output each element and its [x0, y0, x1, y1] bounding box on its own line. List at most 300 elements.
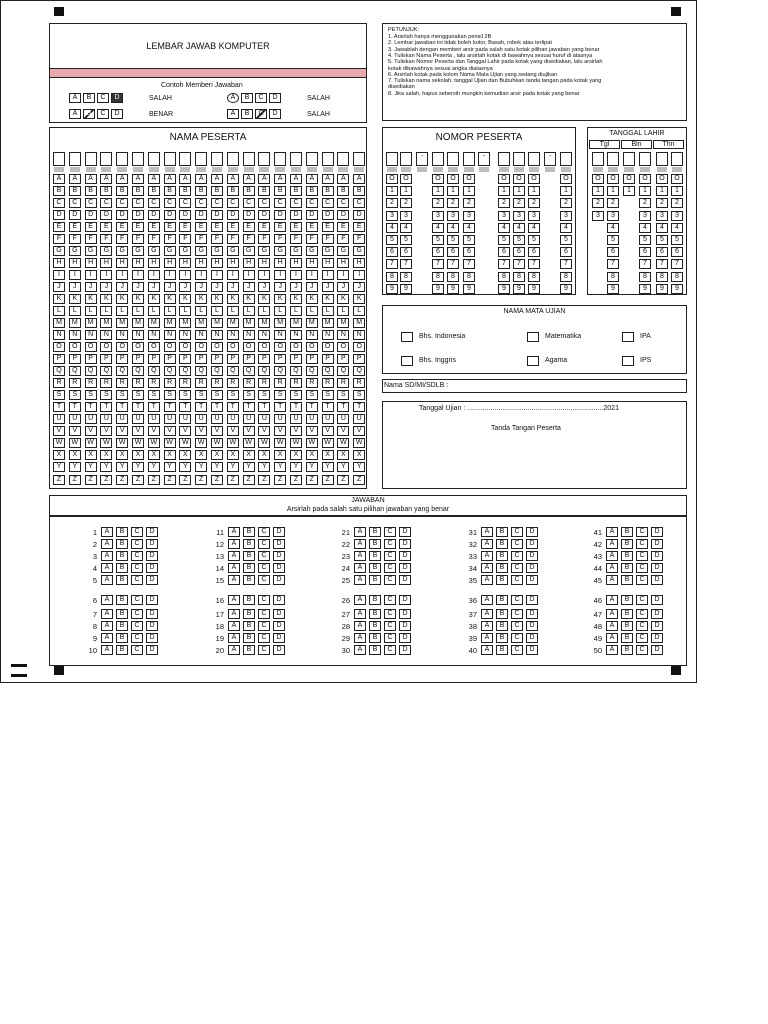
- nomor-bubble[interactable]: O: [498, 174, 510, 184]
- name-bubble-p[interactable]: P: [116, 354, 128, 364]
- name-bubble-p[interactable]: P: [85, 354, 97, 364]
- name-bubble-n[interactable]: N: [353, 330, 365, 340]
- name-bubble-p[interactable]: P: [148, 354, 160, 364]
- name-bubble-t[interactable]: T: [290, 402, 302, 412]
- name-bubble-k[interactable]: K: [337, 294, 349, 304]
- answer-bubble-d[interactable]: D: [273, 539, 285, 549]
- name-bubble-j[interactable]: J: [353, 282, 365, 292]
- tanggal-bubble[interactable]: 3: [671, 211, 683, 221]
- name-bubble-g[interactable]: G: [243, 246, 255, 256]
- nomor-bubble[interactable]: 7: [447, 259, 459, 269]
- name-letter-box[interactable]: [322, 152, 334, 166]
- name-bubble-c[interactable]: C: [227, 198, 239, 208]
- answer-bubble-b[interactable]: B: [243, 551, 255, 561]
- answer-bubble-c[interactable]: C: [511, 609, 523, 619]
- answer-bubble-c[interactable]: C: [258, 527, 270, 537]
- nomor-bubble[interactable]: O: [513, 174, 525, 184]
- name-bubble-h[interactable]: H: [179, 258, 191, 268]
- answer-bubble-a[interactable]: A: [606, 527, 618, 537]
- name-bubble-u[interactable]: U: [116, 414, 128, 424]
- nomor-bubble[interactable]: 2: [498, 198, 510, 208]
- tanggal-bubble[interactable]: 1: [656, 186, 668, 196]
- answer-bubble-d[interactable]: D: [651, 551, 663, 561]
- answer-bubble-b[interactable]: B: [243, 595, 255, 605]
- name-bubble-l[interactable]: L: [274, 306, 286, 316]
- name-bubble-i[interactable]: I: [195, 270, 207, 280]
- answer-bubble-d[interactable]: D: [526, 645, 538, 655]
- name-bubble-m[interactable]: M: [353, 318, 365, 328]
- name-bubble-w[interactable]: W: [85, 438, 97, 448]
- name-bubble-k[interactable]: K: [164, 294, 176, 304]
- name-bubble-g[interactable]: G: [274, 246, 286, 256]
- name-bubble-u[interactable]: U: [195, 414, 207, 424]
- answer-bubble-c[interactable]: C: [384, 551, 396, 561]
- answer-bubble-c[interactable]: C: [384, 539, 396, 549]
- name-bubble-q[interactable]: Q: [164, 366, 176, 376]
- answer-bubble-a[interactable]: A: [354, 633, 366, 643]
- answer-bubble-b[interactable]: B: [496, 595, 508, 605]
- name-bubble-q[interactable]: Q: [306, 366, 318, 376]
- subject-checkbox[interactable]: [401, 356, 413, 366]
- name-bubble-e[interactable]: E: [243, 222, 255, 232]
- name-bubble-t[interactable]: T: [274, 402, 286, 412]
- name-bubble-a[interactable]: A: [306, 174, 318, 184]
- name-bubble-h[interactable]: H: [132, 258, 144, 268]
- name-bubble-t[interactable]: T: [116, 402, 128, 412]
- answer-bubble-b[interactable]: B: [369, 633, 381, 643]
- name-bubble-k[interactable]: K: [132, 294, 144, 304]
- answer-bubble-c[interactable]: C: [258, 575, 270, 585]
- nomor-bubble[interactable]: 6: [386, 247, 398, 257]
- name-bubble-f[interactable]: F: [132, 234, 144, 244]
- name-bubble-r[interactable]: R: [69, 378, 81, 388]
- name-bubble-j[interactable]: J: [322, 282, 334, 292]
- name-bubble-s[interactable]: S: [100, 390, 112, 400]
- answer-bubble-d[interactable]: D: [399, 539, 411, 549]
- name-bubble-h[interactable]: H: [353, 258, 365, 268]
- answer-bubble-b[interactable]: B: [116, 563, 128, 573]
- name-bubble-f[interactable]: F: [306, 234, 318, 244]
- name-bubble-h[interactable]: H: [243, 258, 255, 268]
- answer-bubble-b[interactable]: B: [116, 633, 128, 643]
- name-bubble-s[interactable]: S: [290, 390, 302, 400]
- name-bubble-a[interactable]: A: [322, 174, 334, 184]
- name-bubble-j[interactable]: J: [306, 282, 318, 292]
- name-bubble-p[interactable]: P: [211, 354, 223, 364]
- name-letter-box[interactable]: [69, 152, 81, 166]
- name-bubble-e[interactable]: E: [85, 222, 97, 232]
- name-bubble-q[interactable]: Q: [85, 366, 97, 376]
- answer-bubble-c[interactable]: C: [258, 621, 270, 631]
- name-bubble-g[interactable]: G: [195, 246, 207, 256]
- name-bubble-c[interactable]: C: [100, 198, 112, 208]
- name-bubble-t[interactable]: T: [306, 402, 318, 412]
- name-bubble-d[interactable]: D: [274, 210, 286, 220]
- name-bubble-i[interactable]: I: [148, 270, 160, 280]
- name-bubble-i[interactable]: I: [116, 270, 128, 280]
- name-bubble-a[interactable]: A: [211, 174, 223, 184]
- name-bubble-k[interactable]: K: [53, 294, 65, 304]
- name-bubble-d[interactable]: D: [227, 210, 239, 220]
- name-bubble-g[interactable]: G: [306, 246, 318, 256]
- nomor-bubble[interactable]: 8: [560, 272, 572, 282]
- nomor-bubble[interactable]: 6: [400, 247, 412, 257]
- answer-bubble-d[interactable]: D: [651, 595, 663, 605]
- answer-bubble-a[interactable]: A: [606, 539, 618, 549]
- name-bubble-h[interactable]: H: [227, 258, 239, 268]
- name-bubble-a[interactable]: A: [195, 174, 207, 184]
- name-bubble-g[interactable]: G: [148, 246, 160, 256]
- tanggal-bubble[interactable]: 8: [656, 272, 668, 282]
- name-bubble-u[interactable]: U: [306, 414, 318, 424]
- name-bubble-s[interactable]: S: [53, 390, 65, 400]
- subject-checkbox[interactable]: [527, 356, 539, 366]
- answer-bubble-d[interactable]: D: [651, 609, 663, 619]
- answer-bubble-d[interactable]: D: [146, 633, 158, 643]
- name-bubble-j[interactable]: J: [179, 282, 191, 292]
- nomor-bubble[interactable]: 6: [528, 247, 540, 257]
- tanggal-bubble[interactable]: 8: [639, 272, 651, 282]
- answer-bubble-a[interactable]: A: [101, 551, 113, 561]
- nomor-bubble[interactable]: 4: [498, 223, 510, 233]
- answer-bubble-b[interactable]: B: [369, 621, 381, 631]
- nomor-bubble[interactable]: 8: [386, 272, 398, 282]
- name-bubble-b[interactable]: B: [290, 186, 302, 196]
- answer-bubble-d[interactable]: D: [651, 527, 663, 537]
- name-bubble-p[interactable]: P: [164, 354, 176, 364]
- name-bubble-f[interactable]: F: [100, 234, 112, 244]
- name-bubble-s[interactable]: S: [85, 390, 97, 400]
- tanggal-bubble[interactable]: 3: [656, 211, 668, 221]
- answer-bubble-d[interactable]: D: [399, 609, 411, 619]
- name-bubble-o[interactable]: O: [290, 342, 302, 352]
- answer-bubble-d[interactable]: D: [526, 551, 538, 561]
- name-bubble-g[interactable]: G: [85, 246, 97, 256]
- name-bubble-j[interactable]: J: [211, 282, 223, 292]
- name-bubble-b[interactable]: B: [100, 186, 112, 196]
- nomor-bubble[interactable]: 6: [463, 247, 475, 257]
- tanggal-bubble[interactable]: 7: [607, 259, 619, 269]
- name-bubble-g[interactable]: G: [69, 246, 81, 256]
- name-bubble-g[interactable]: G: [53, 246, 65, 256]
- answer-bubble-a[interactable]: A: [481, 633, 493, 643]
- answer-bubble-b[interactable]: B: [621, 633, 633, 643]
- name-bubble-u[interactable]: U: [100, 414, 112, 424]
- subject-checkbox[interactable]: [622, 356, 634, 366]
- name-bubble-y[interactable]: Y: [53, 462, 65, 472]
- nomor-bubble[interactable]: 6: [498, 247, 510, 257]
- name-bubble-v[interactable]: V: [100, 426, 112, 436]
- name-bubble-l[interactable]: L: [322, 306, 334, 316]
- nomor-digit-box[interactable]: -: [478, 152, 490, 166]
- name-bubble-m[interactable]: M: [132, 318, 144, 328]
- name-bubble-a[interactable]: A: [132, 174, 144, 184]
- answer-bubble-c[interactable]: C: [131, 539, 143, 549]
- answer-bubble-d[interactable]: D: [146, 563, 158, 573]
- name-bubble-u[interactable]: U: [243, 414, 255, 424]
- nomor-bubble[interactable]: O: [386, 174, 398, 184]
- name-bubble-j[interactable]: J: [53, 282, 65, 292]
- tanggal-bubble[interactable]: 4: [639, 223, 651, 233]
- name-bubble-b[interactable]: B: [353, 186, 365, 196]
- name-bubble-d[interactable]: D: [53, 210, 65, 220]
- name-bubble-o[interactable]: O: [195, 342, 207, 352]
- answer-bubble-a[interactable]: A: [101, 633, 113, 643]
- name-bubble-s[interactable]: S: [179, 390, 191, 400]
- tanggal-bubble[interactable]: O: [639, 174, 651, 184]
- name-bubble-c[interactable]: C: [306, 198, 318, 208]
- name-bubble-n[interactable]: N: [274, 330, 286, 340]
- answer-bubble-d[interactable]: D: [273, 645, 285, 655]
- name-bubble-a[interactable]: A: [69, 174, 81, 184]
- name-bubble-z[interactable]: Z: [116, 475, 128, 485]
- answer-bubble-c[interactable]: C: [131, 551, 143, 561]
- name-bubble-x[interactable]: X: [337, 450, 349, 460]
- name-bubble-k[interactable]: K: [290, 294, 302, 304]
- name-bubble-q[interactable]: Q: [322, 366, 334, 376]
- name-bubble-z[interactable]: Z: [274, 475, 286, 485]
- nomor-bubble[interactable]: 8: [528, 272, 540, 282]
- name-bubble-b[interactable]: B: [195, 186, 207, 196]
- answer-bubble-a[interactable]: A: [481, 609, 493, 619]
- answer-bubble-b[interactable]: B: [116, 645, 128, 655]
- name-bubble-t[interactable]: T: [353, 402, 365, 412]
- answer-bubble-c[interactable]: C: [636, 551, 648, 561]
- name-bubble-r[interactable]: R: [100, 378, 112, 388]
- name-bubble-k[interactable]: K: [148, 294, 160, 304]
- answer-bubble-a[interactable]: A: [101, 563, 113, 573]
- name-bubble-w[interactable]: W: [353, 438, 365, 448]
- name-letter-box[interactable]: [132, 152, 144, 166]
- name-bubble-f[interactable]: F: [337, 234, 349, 244]
- nomor-bubble[interactable]: 2: [432, 198, 444, 208]
- name-bubble-p[interactable]: P: [100, 354, 112, 364]
- name-bubble-r[interactable]: R: [195, 378, 207, 388]
- name-bubble-g[interactable]: G: [179, 246, 191, 256]
- answer-bubble-d[interactable]: D: [526, 539, 538, 549]
- name-bubble-j[interactable]: J: [227, 282, 239, 292]
- answer-bubble-b[interactable]: B: [621, 595, 633, 605]
- answer-bubble-b[interactable]: B: [621, 551, 633, 561]
- name-bubble-x[interactable]: X: [85, 450, 97, 460]
- name-bubble-x[interactable]: X: [243, 450, 255, 460]
- name-bubble-u[interactable]: U: [337, 414, 349, 424]
- name-bubble-l[interactable]: L: [148, 306, 160, 316]
- name-bubble-e[interactable]: E: [306, 222, 318, 232]
- name-bubble-l[interactable]: L: [290, 306, 302, 316]
- name-bubble-c[interactable]: C: [69, 198, 81, 208]
- nomor-bubble[interactable]: 7: [463, 259, 475, 269]
- answer-bubble-a[interactable]: A: [354, 621, 366, 631]
- nomor-bubble[interactable]: 5: [447, 235, 459, 245]
- name-bubble-p[interactable]: P: [179, 354, 191, 364]
- answer-bubble-c[interactable]: C: [511, 563, 523, 573]
- name-bubble-d[interactable]: D: [306, 210, 318, 220]
- name-bubble-q[interactable]: Q: [148, 366, 160, 376]
- name-bubble-t[interactable]: T: [195, 402, 207, 412]
- nomor-bubble[interactable]: 9: [463, 284, 475, 294]
- tanggal-bubble[interactable]: 5: [656, 235, 668, 245]
- name-bubble-a[interactable]: A: [274, 174, 286, 184]
- name-bubble-n[interactable]: N: [337, 330, 349, 340]
- tanggal-bubble[interactable]: 9: [607, 284, 619, 294]
- answer-bubble-a[interactable]: A: [481, 551, 493, 561]
- name-bubble-t[interactable]: T: [211, 402, 223, 412]
- name-bubble-q[interactable]: Q: [227, 366, 239, 376]
- name-bubble-p[interactable]: P: [353, 354, 365, 364]
- name-bubble-n[interactable]: N: [179, 330, 191, 340]
- name-bubble-u[interactable]: U: [148, 414, 160, 424]
- name-bubble-t[interactable]: T: [337, 402, 349, 412]
- name-bubble-f[interactable]: F: [179, 234, 191, 244]
- nomor-bubble[interactable]: 1: [432, 186, 444, 196]
- name-bubble-c[interactable]: C: [337, 198, 349, 208]
- answer-bubble-b[interactable]: B: [369, 527, 381, 537]
- name-bubble-n[interactable]: N: [227, 330, 239, 340]
- name-bubble-f[interactable]: F: [195, 234, 207, 244]
- name-bubble-k[interactable]: K: [306, 294, 318, 304]
- name-bubble-u[interactable]: U: [132, 414, 144, 424]
- name-bubble-i[interactable]: I: [306, 270, 318, 280]
- name-bubble-c[interactable]: C: [148, 198, 160, 208]
- name-bubble-t[interactable]: T: [132, 402, 144, 412]
- answer-bubble-c[interactable]: C: [511, 645, 523, 655]
- name-letter-box[interactable]: [274, 152, 286, 166]
- name-bubble-z[interactable]: Z: [306, 475, 318, 485]
- answer-bubble-a[interactable]: A: [606, 551, 618, 561]
- name-bubble-t[interactable]: T: [243, 402, 255, 412]
- name-bubble-r[interactable]: R: [227, 378, 239, 388]
- answer-bubble-d[interactable]: D: [399, 575, 411, 585]
- answer-bubble-d[interactable]: D: [399, 563, 411, 573]
- name-bubble-j[interactable]: J: [258, 282, 270, 292]
- name-bubble-v[interactable]: V: [179, 426, 191, 436]
- name-bubble-m[interactable]: M: [322, 318, 334, 328]
- answer-bubble-d[interactable]: D: [526, 609, 538, 619]
- answer-bubble-d[interactable]: D: [146, 551, 158, 561]
- tanggal-bubble[interactable]: 1: [592, 186, 604, 196]
- answer-bubble-a[interactable]: A: [228, 551, 240, 561]
- answer-bubble-d[interactable]: D: [146, 645, 158, 655]
- answer-bubble-a[interactable]: A: [228, 645, 240, 655]
- name-bubble-x[interactable]: X: [353, 450, 365, 460]
- name-bubble-l[interactable]: L: [85, 306, 97, 316]
- nomor-bubble[interactable]: 7: [528, 259, 540, 269]
- answer-bubble-c[interactable]: C: [384, 609, 396, 619]
- name-bubble-y[interactable]: Y: [148, 462, 160, 472]
- name-bubble-i[interactable]: I: [132, 270, 144, 280]
- name-letter-box[interactable]: [353, 152, 365, 166]
- nomor-bubble[interactable]: 8: [498, 272, 510, 282]
- name-bubble-u[interactable]: U: [274, 414, 286, 424]
- nomor-bubble[interactable]: 6: [447, 247, 459, 257]
- answer-bubble-a[interactable]: A: [228, 563, 240, 573]
- name-bubble-n[interactable]: N: [69, 330, 81, 340]
- name-bubble-g[interactable]: G: [116, 246, 128, 256]
- tanggal-bubble[interactable]: 8: [607, 272, 619, 282]
- nomor-bubble[interactable]: 3: [528, 211, 540, 221]
- name-bubble-g[interactable]: G: [337, 246, 349, 256]
- name-bubble-g[interactable]: G: [132, 246, 144, 256]
- name-bubble-v[interactable]: V: [53, 426, 65, 436]
- name-bubble-y[interactable]: Y: [306, 462, 318, 472]
- answer-bubble-d[interactable]: D: [146, 621, 158, 631]
- name-bubble-b[interactable]: B: [258, 186, 270, 196]
- name-bubble-k[interactable]: K: [100, 294, 112, 304]
- name-bubble-g[interactable]: G: [100, 246, 112, 256]
- answer-bubble-c[interactable]: C: [636, 539, 648, 549]
- name-bubble-m[interactable]: M: [85, 318, 97, 328]
- name-bubble-l[interactable]: L: [116, 306, 128, 316]
- name-bubble-p[interactable]: P: [274, 354, 286, 364]
- answer-bubble-d[interactable]: D: [651, 563, 663, 573]
- name-bubble-d[interactable]: D: [243, 210, 255, 220]
- name-bubble-v[interactable]: V: [306, 426, 318, 436]
- answer-bubble-c[interactable]: C: [131, 645, 143, 655]
- name-letter-box[interactable]: [211, 152, 223, 166]
- nomor-bubble[interactable]: 9: [432, 284, 444, 294]
- nomor-bubble[interactable]: O: [432, 174, 444, 184]
- name-bubble-b[interactable]: B: [179, 186, 191, 196]
- name-bubble-y[interactable]: Y: [116, 462, 128, 472]
- answer-bubble-a[interactable]: A: [101, 645, 113, 655]
- answer-bubble-b[interactable]: B: [496, 551, 508, 561]
- tanggal-bubble[interactable]: 7: [656, 259, 668, 269]
- name-bubble-o[interactable]: O: [116, 342, 128, 352]
- tanggal-bubble[interactable]: 2: [592, 198, 604, 208]
- name-bubble-x[interactable]: X: [274, 450, 286, 460]
- name-bubble-f[interactable]: F: [353, 234, 365, 244]
- tanggal-bubble[interactable]: 2: [671, 198, 683, 208]
- nomor-bubble[interactable]: 2: [463, 198, 475, 208]
- name-bubble-y[interactable]: Y: [274, 462, 286, 472]
- name-bubble-e[interactable]: E: [179, 222, 191, 232]
- name-bubble-w[interactable]: W: [179, 438, 191, 448]
- answer-bubble-c[interactable]: C: [636, 633, 648, 643]
- name-bubble-d[interactable]: D: [195, 210, 207, 220]
- name-bubble-v[interactable]: V: [148, 426, 160, 436]
- answer-bubble-b[interactable]: B: [116, 539, 128, 549]
- name-bubble-a[interactable]: A: [227, 174, 239, 184]
- name-bubble-h[interactable]: H: [337, 258, 349, 268]
- name-bubble-o[interactable]: O: [322, 342, 334, 352]
- name-bubble-x[interactable]: X: [53, 450, 65, 460]
- answer-bubble-a[interactable]: A: [354, 527, 366, 537]
- name-bubble-o[interactable]: O: [100, 342, 112, 352]
- tanggal-digit-box[interactable]: [592, 152, 604, 166]
- answer-bubble-d[interactable]: D: [146, 527, 158, 537]
- name-bubble-p[interactable]: P: [243, 354, 255, 364]
- nomor-bubble[interactable]: 2: [386, 198, 398, 208]
- name-bubble-m[interactable]: M: [195, 318, 207, 328]
- name-bubble-o[interactable]: O: [148, 342, 160, 352]
- answer-bubble-a[interactable]: A: [481, 595, 493, 605]
- answer-bubble-a[interactable]: A: [606, 645, 618, 655]
- name-bubble-f[interactable]: F: [211, 234, 223, 244]
- answer-bubble-c[interactable]: C: [384, 575, 396, 585]
- name-bubble-x[interactable]: X: [116, 450, 128, 460]
- name-bubble-s[interactable]: S: [258, 390, 270, 400]
- name-bubble-w[interactable]: W: [53, 438, 65, 448]
- answer-bubble-b[interactable]: B: [243, 609, 255, 619]
- nomor-bubble[interactable]: 3: [513, 211, 525, 221]
- name-bubble-v[interactable]: V: [132, 426, 144, 436]
- name-bubble-f[interactable]: F: [85, 234, 97, 244]
- name-bubble-w[interactable]: W: [274, 438, 286, 448]
- name-bubble-y[interactable]: Y: [164, 462, 176, 472]
- nomor-bubble[interactable]: 1: [400, 186, 412, 196]
- answer-bubble-b[interactable]: B: [243, 539, 255, 549]
